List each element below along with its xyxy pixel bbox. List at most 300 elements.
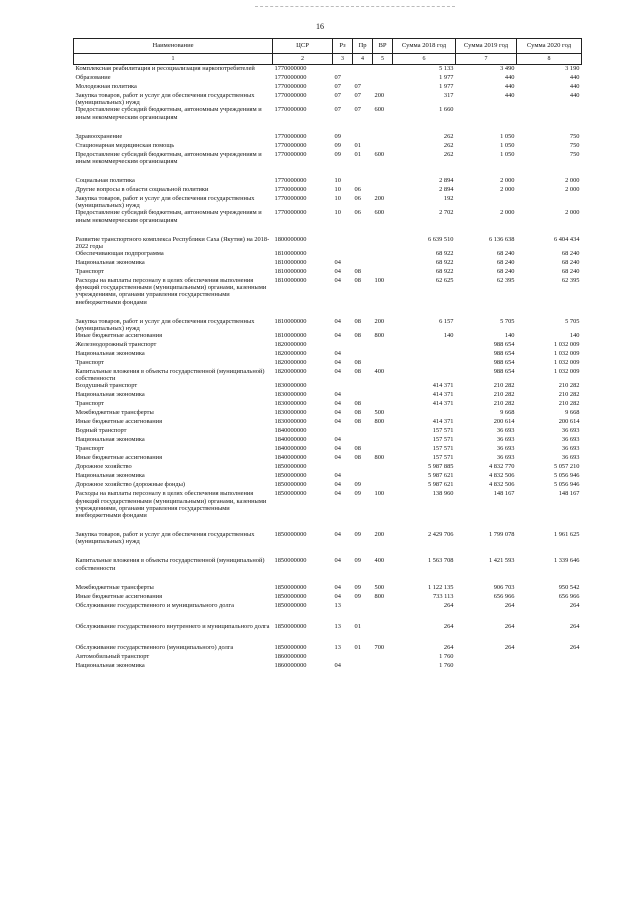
table-row bbox=[74, 531, 582, 545]
row-sum-2018: 5 987 621 bbox=[427, 472, 454, 480]
row-sum-2020: 2 000 bbox=[565, 177, 580, 185]
row-csr: 1850000000 bbox=[274, 557, 307, 565]
row-name: Обслуживание государственного (муниципального) долга bbox=[75, 643, 234, 651]
row-sum-2019: 3 490 bbox=[500, 65, 515, 72]
row-vr: 200 bbox=[374, 195, 385, 203]
row-sum-2018 bbox=[393, 359, 456, 368]
row-name: Капитальные вложения в объекты государственной (муниципальной) собственности bbox=[75, 557, 265, 572]
row-sum-2018: 68 922 bbox=[435, 250, 454, 258]
row-rz: 13 bbox=[334, 622, 341, 630]
row-csr: 1860000000 bbox=[274, 652, 307, 660]
row-rz: 09 bbox=[334, 132, 341, 140]
row-name: Закупка товаров, работ и услуг для обеспечения государственных (муниципальных) нужд bbox=[75, 317, 255, 332]
table-row bbox=[74, 454, 582, 463]
table-row bbox=[74, 593, 582, 602]
row-spacer bbox=[74, 632, 582, 644]
row-pr bbox=[353, 436, 373, 445]
row-vr bbox=[373, 268, 393, 277]
row-csr: 1830000000 bbox=[274, 391, 307, 399]
table-row bbox=[74, 557, 582, 571]
row-spacer bbox=[74, 611, 582, 623]
row-csr: 1850000000 bbox=[274, 601, 307, 609]
row-csr: 1770000000 bbox=[274, 106, 307, 114]
row-sum-2018 bbox=[393, 409, 456, 418]
row-name: Обслуживание государственного и муниципального долга bbox=[75, 601, 234, 609]
row-csr: 1820000000 bbox=[274, 341, 307, 349]
row-sum-2019: 440 bbox=[504, 74, 515, 81]
row-csr: 1820000000 bbox=[274, 368, 307, 376]
row-csr: 1830000000 bbox=[274, 400, 307, 408]
row-vr bbox=[373, 623, 393, 632]
row-pr: 08 bbox=[354, 445, 361, 453]
table-header-row bbox=[74, 39, 582, 54]
row-sum-2020: 1 961 625 bbox=[553, 531, 580, 539]
row-name: Национальная экономика bbox=[75, 391, 145, 399]
row-csr: 1810000000 bbox=[274, 268, 307, 276]
row-csr: 1810000000 bbox=[274, 259, 307, 267]
row-sum-2020: 1 339 646 bbox=[553, 557, 580, 565]
row-sum-2020: 440 bbox=[569, 92, 580, 99]
table-row bbox=[74, 83, 582, 92]
table-row bbox=[74, 209, 582, 223]
row-sum-2020 bbox=[517, 653, 582, 662]
row-pr bbox=[353, 662, 373, 671]
row-csr: 1850000000 bbox=[274, 463, 307, 471]
row-pr: 07 bbox=[354, 106, 361, 114]
column-number: 2 bbox=[273, 54, 333, 65]
row-sum-2018: 5 987 885 bbox=[427, 463, 454, 471]
row-sum-2018: 157 571 bbox=[432, 454, 454, 462]
row-name: Молодежная политика bbox=[75, 83, 137, 90]
row-vr bbox=[373, 236, 393, 250]
row-spacer bbox=[74, 306, 582, 318]
header-pr: Пр bbox=[353, 39, 373, 54]
row-rz bbox=[333, 250, 353, 259]
row-sum-2018: 1 760 bbox=[439, 652, 454, 660]
row-name: Обслуживание государственного внутреннего и муниципального долга bbox=[75, 622, 270, 630]
row-pr bbox=[353, 236, 373, 250]
row-sum-2018: 1 122 135 bbox=[427, 583, 454, 591]
row-sum-2020: 1 032 009 bbox=[553, 350, 580, 358]
row-sum-2019: 9 668 bbox=[500, 409, 515, 417]
row-vr bbox=[373, 341, 393, 350]
row-csr: 1850000000 bbox=[274, 481, 307, 489]
row-vr bbox=[373, 481, 393, 490]
row-csr: 1840000000 bbox=[274, 427, 307, 435]
row-rz: 04 bbox=[334, 436, 341, 444]
row-pr bbox=[353, 259, 373, 268]
row-vr bbox=[373, 391, 393, 400]
row-rz: 04 bbox=[334, 359, 341, 367]
row-csr: 1770000000 bbox=[274, 132, 307, 140]
table-row bbox=[74, 74, 582, 83]
row-sum-2018: 68 922 bbox=[435, 259, 454, 267]
row-name: Капитальные вложения в объекты государственной (муниципальной) собственности bbox=[75, 368, 265, 383]
row-sum-2019: 210 282 bbox=[493, 400, 515, 408]
budget-table bbox=[73, 38, 582, 671]
row-vr bbox=[373, 662, 393, 671]
row-name: Предоставление субсидий бюджетным, автономным учреждениям и иным некоммерческим организациям bbox=[75, 106, 262, 121]
row-vr bbox=[373, 472, 393, 481]
row-vr: 100 bbox=[374, 490, 385, 498]
row-sum-2020: 62 395 bbox=[561, 277, 580, 285]
row-csr: 1850000000 bbox=[274, 592, 307, 600]
table-row bbox=[74, 418, 582, 427]
row-pr: 01 bbox=[354, 150, 361, 158]
row-rz bbox=[333, 382, 353, 391]
row-sum-2020: 36 693 bbox=[561, 436, 580, 444]
row-csr: 1850000000 bbox=[274, 622, 307, 630]
row-csr: 1770000000 bbox=[274, 74, 307, 81]
row-csr: 1830000000 bbox=[274, 418, 307, 426]
row-sum-2018: 2 702 bbox=[439, 209, 454, 217]
row-sum-2020: 3 190 bbox=[565, 65, 580, 72]
row-vr bbox=[373, 463, 393, 472]
row-sum-2018: 1 977 bbox=[439, 74, 454, 81]
row-spacer-cell bbox=[74, 545, 582, 557]
row-csr: 1770000000 bbox=[274, 150, 307, 158]
row-name: Закупка товаров, работ и услуг для обеспечения государственных (муниципальных) нужд bbox=[75, 531, 255, 546]
row-vr: 500 bbox=[374, 583, 385, 591]
table-row bbox=[74, 259, 582, 268]
row-pr: 08 bbox=[354, 359, 361, 367]
row-vr bbox=[373, 436, 393, 445]
row-pr: 09 bbox=[354, 592, 361, 600]
row-sum-2018: 5 987 621 bbox=[427, 481, 454, 489]
table-row bbox=[74, 65, 582, 75]
row-pr bbox=[353, 341, 373, 350]
row-rz bbox=[333, 341, 353, 350]
row-sum-2019: 1 050 bbox=[500, 150, 515, 158]
row-name: Закупка товаров, работ и услуг для обеспечения государственных (муниципальных) нужд bbox=[75, 92, 255, 107]
row-name: Предоставление субсидий бюджетным, автономным учреждениям и иным некоммерческим организациям bbox=[75, 209, 262, 224]
row-sum-2020: 264 bbox=[569, 601, 580, 609]
table-row bbox=[74, 250, 582, 259]
table-row bbox=[74, 277, 582, 306]
row-pr: 09 bbox=[354, 583, 361, 591]
row-rz: 04 bbox=[334, 409, 341, 417]
row-sum-2020: 2 000 bbox=[565, 186, 580, 194]
row-spacer-cell bbox=[74, 519, 582, 531]
row-name: Обеспечивающая подпрограмма bbox=[75, 250, 164, 258]
row-csr: 1840000000 bbox=[274, 454, 307, 462]
row-vr bbox=[373, 427, 393, 436]
table-row bbox=[74, 400, 582, 409]
row-sum-2020: 140 bbox=[569, 332, 580, 340]
row-vr: 200 bbox=[374, 531, 385, 539]
table-row bbox=[74, 602, 582, 611]
row-vr bbox=[373, 74, 393, 83]
row-sum-2020 bbox=[517, 106, 582, 120]
row-rz: 10 bbox=[334, 195, 341, 203]
row-csr: 1770000000 bbox=[274, 186, 307, 194]
row-sum-2019: 68 240 bbox=[496, 268, 515, 276]
table-row bbox=[74, 436, 582, 445]
row-rz: 04 bbox=[334, 418, 341, 426]
row-name: Водный транспорт bbox=[75, 427, 127, 435]
row-name: Автомобильный транспорт bbox=[75, 652, 150, 660]
row-csr: 1860000000 bbox=[274, 661, 307, 669]
row-sum-2018: 6 639 510 bbox=[427, 235, 454, 243]
row-csr: 1830000000 bbox=[274, 409, 307, 417]
row-rz: 04 bbox=[334, 481, 341, 489]
row-sum-2018: 6 157 bbox=[439, 317, 454, 325]
row-sum-2018: 262 bbox=[443, 132, 454, 140]
row-spacer-cell bbox=[74, 632, 582, 644]
row-rz: 10 bbox=[334, 177, 341, 185]
header-csr: ЦСР bbox=[273, 39, 333, 54]
row-name: Иные бюджетные ассигнования bbox=[75, 454, 163, 462]
row-sum-2020: 750 bbox=[569, 132, 580, 140]
row-vr bbox=[373, 350, 393, 359]
row-csr: 1810000000 bbox=[274, 277, 307, 285]
row-sum-2018: 264 bbox=[443, 622, 454, 630]
row-sum-2020: 6 404 434 bbox=[553, 235, 580, 243]
row-vr bbox=[373, 359, 393, 368]
row-vr bbox=[373, 653, 393, 662]
table-row bbox=[74, 368, 582, 382]
table-row bbox=[74, 481, 582, 490]
column-number: 1 bbox=[74, 54, 273, 65]
row-sum-2020: 1 032 009 bbox=[553, 341, 580, 349]
row-spacer bbox=[74, 572, 582, 584]
row-sum-2018: 414 371 bbox=[432, 391, 454, 399]
table-row bbox=[74, 268, 582, 277]
row-sum-2019: 36 693 bbox=[496, 445, 515, 453]
table-row bbox=[74, 341, 582, 350]
row-rz: 04 bbox=[334, 557, 341, 565]
row-spacer bbox=[74, 545, 582, 557]
row-vr: 500 bbox=[374, 409, 385, 417]
row-sum-2020: 5 056 946 bbox=[553, 472, 580, 480]
row-sum-2019 bbox=[456, 662, 517, 671]
column-number: 5 bbox=[373, 54, 393, 65]
row-vr: 600 bbox=[374, 209, 385, 217]
row-pr: 07 bbox=[354, 83, 361, 90]
row-rz: 13 bbox=[334, 643, 341, 651]
table-row bbox=[74, 662, 582, 671]
row-vr: 100 bbox=[374, 277, 385, 285]
row-sum-2018: 2 894 bbox=[439, 177, 454, 185]
table-row bbox=[74, 623, 582, 632]
row-vr: 600 bbox=[374, 150, 385, 158]
row-sum-2020: 750 bbox=[569, 141, 580, 149]
row-name: Иные бюджетные ассигнования bbox=[75, 418, 163, 426]
row-pr: 06 bbox=[354, 209, 361, 217]
row-sum-2019: 988 654 bbox=[493, 350, 515, 358]
row-sum-2018: 157 571 bbox=[432, 445, 454, 453]
row-sum-2018: 264 bbox=[443, 643, 454, 651]
row-name: Межбюджетные трансферты bbox=[75, 583, 154, 591]
row-rz: 04 bbox=[334, 368, 341, 376]
row-sum-2020: 68 240 bbox=[561, 268, 580, 276]
row-vr: 400 bbox=[374, 368, 385, 376]
row-sum-2018: 733 113 bbox=[432, 592, 454, 600]
row-sum-2018: 262 bbox=[443, 141, 454, 149]
row-pr: 01 bbox=[354, 643, 361, 651]
row-rz: 04 bbox=[334, 400, 341, 408]
row-name: Национальная экономика bbox=[75, 436, 145, 444]
row-sum-2018: 68 922 bbox=[435, 268, 454, 276]
row-csr: 1820000000 bbox=[274, 350, 307, 358]
row-name: Предоставление субсидий бюджетным, автономным учреждениям и иным некоммерческим организациям bbox=[75, 150, 262, 165]
row-sum-2018: 157 571 bbox=[432, 436, 454, 444]
table-row bbox=[74, 490, 582, 519]
row-csr: 1800000000 bbox=[274, 235, 307, 243]
row-sum-2018: 192 bbox=[443, 195, 454, 203]
row-pr bbox=[353, 653, 373, 662]
row-sum-2019: 68 240 bbox=[496, 250, 515, 258]
row-sum-2018 bbox=[393, 341, 456, 350]
row-pr bbox=[353, 463, 373, 472]
row-sum-2019: 264 bbox=[504, 622, 515, 630]
row-rz bbox=[333, 65, 353, 75]
table-row bbox=[74, 133, 582, 142]
row-name: Воздушный транспорт bbox=[75, 382, 138, 390]
row-sum-2018 bbox=[393, 350, 456, 359]
table-row bbox=[74, 151, 582, 165]
row-csr: 1770000000 bbox=[274, 92, 307, 99]
row-name: Межбюджетные трансферты bbox=[75, 409, 154, 417]
header-sum-2019: Сумма 2019 год bbox=[456, 39, 517, 54]
row-rz: 04 bbox=[334, 490, 341, 498]
row-name: Национальная экономика bbox=[75, 661, 145, 669]
row-sum-2019: 140 bbox=[504, 332, 515, 340]
row-rz: 09 bbox=[334, 141, 341, 149]
row-sum-2019: 1 050 bbox=[500, 132, 515, 140]
row-sum-2020: 950 542 bbox=[558, 583, 580, 591]
row-sum-2018: 2 429 706 bbox=[427, 531, 454, 539]
row-sum-2019: 4 832 770 bbox=[488, 463, 515, 471]
row-sum-2018: 414 371 bbox=[432, 400, 454, 408]
row-rz bbox=[333, 463, 353, 472]
row-sum-2019: 36 693 bbox=[496, 436, 515, 444]
row-sum-2019: 906 703 bbox=[493, 583, 515, 591]
row-spacer-cell bbox=[74, 572, 582, 584]
row-name: Иные бюджетные ассигнования bbox=[75, 332, 163, 340]
column-number: 7 bbox=[456, 54, 517, 65]
row-sum-2020: 148 167 bbox=[558, 490, 580, 498]
row-pr bbox=[353, 472, 373, 481]
row-sum-2020: 68 240 bbox=[561, 250, 580, 258]
row-spacer-cell bbox=[74, 121, 582, 133]
row-name: Транспорт bbox=[75, 359, 104, 367]
row-pr: 08 bbox=[354, 277, 361, 285]
row-pr: 07 bbox=[354, 92, 361, 99]
row-name: Образование bbox=[75, 74, 111, 81]
row-pr: 08 bbox=[354, 400, 361, 408]
row-csr: 1840000000 bbox=[274, 436, 307, 444]
row-pr bbox=[353, 391, 373, 400]
row-rz: 04 bbox=[334, 454, 341, 462]
row-csr: 1770000000 bbox=[274, 141, 307, 149]
row-sum-2019: 210 282 bbox=[493, 391, 515, 399]
row-sum-2018: 1 660 bbox=[439, 106, 454, 114]
row-rz: 07 bbox=[334, 106, 341, 114]
row-rz: 04 bbox=[334, 277, 341, 285]
row-sum-2020: 1 032 009 bbox=[553, 368, 580, 376]
row-csr: 1850000000 bbox=[274, 583, 307, 591]
row-pr: 06 bbox=[354, 186, 361, 194]
row-pr: 09 bbox=[354, 557, 361, 565]
table-row bbox=[74, 427, 582, 436]
row-rz: 07 bbox=[334, 74, 341, 81]
header-rz: Рз bbox=[333, 39, 353, 54]
row-sum-2020: 264 bbox=[569, 643, 580, 651]
row-sum-2020: 2 000 bbox=[565, 209, 580, 217]
row-sum-2018: 1 977 bbox=[439, 83, 454, 90]
row-sum-2019: 4 832 506 bbox=[488, 472, 515, 480]
row-sum-2020: 36 693 bbox=[561, 445, 580, 453]
row-vr bbox=[373, 83, 393, 92]
row-vr bbox=[373, 400, 393, 409]
row-vr: 800 bbox=[374, 332, 385, 340]
row-csr: 1770000000 bbox=[274, 177, 307, 185]
row-sum-2020: 210 282 bbox=[558, 400, 580, 408]
header-name: Наименование bbox=[74, 39, 273, 54]
row-vr: 400 bbox=[374, 557, 385, 565]
row-sum-2018: 62 625 bbox=[435, 277, 454, 285]
row-name: Здравоохранение bbox=[75, 132, 123, 140]
row-pr bbox=[353, 74, 373, 83]
table-row bbox=[74, 445, 582, 454]
row-sum-2019: 210 282 bbox=[493, 382, 515, 390]
row-csr: 1810000000 bbox=[274, 250, 307, 258]
row-sum-2020: 440 bbox=[569, 74, 580, 81]
row-sum-2019 bbox=[456, 195, 517, 209]
row-rz: 07 bbox=[334, 83, 341, 90]
row-pr bbox=[353, 602, 373, 611]
row-vr: 800 bbox=[374, 454, 385, 462]
row-name: Транспорт bbox=[75, 445, 104, 453]
row-sum-2019: 6 136 638 bbox=[488, 235, 515, 243]
row-sum-2019: 2 000 bbox=[500, 209, 515, 217]
row-sum-2019: 264 bbox=[504, 643, 515, 651]
row-rz: 04 bbox=[334, 317, 341, 325]
row-name: Национальная экономика bbox=[75, 259, 145, 267]
row-sum-2020: 750 bbox=[569, 150, 580, 158]
row-sum-2019: 36 693 bbox=[496, 427, 515, 435]
row-rz: 04 bbox=[334, 259, 341, 267]
table-row bbox=[74, 350, 582, 359]
row-sum-2018: 2 894 bbox=[439, 186, 454, 194]
row-csr: 1810000000 bbox=[274, 332, 307, 340]
row-sum-2020: 656 966 bbox=[558, 592, 580, 600]
row-sum-2019: 62 395 bbox=[496, 277, 515, 285]
row-sum-2020: 9 668 bbox=[565, 409, 580, 417]
table-row bbox=[74, 318, 582, 332]
table-row bbox=[74, 236, 582, 250]
row-rz bbox=[333, 427, 353, 436]
row-rz: 04 bbox=[334, 391, 341, 399]
row-csr: 1830000000 bbox=[274, 382, 307, 390]
row-sum-2020 bbox=[517, 195, 582, 209]
row-name: Социальная политика bbox=[75, 177, 135, 185]
table-row bbox=[74, 177, 582, 186]
row-csr: 1850000000 bbox=[274, 643, 307, 651]
header-sum-2020: Сумма 2020 год bbox=[517, 39, 582, 54]
row-pr bbox=[353, 65, 373, 75]
row-name: Комплексная реабилитация и ресоциализация наркопотребителей bbox=[75, 65, 255, 72]
row-rz: 09 bbox=[334, 150, 341, 158]
table-row bbox=[74, 195, 582, 209]
row-spacer-cell bbox=[74, 224, 582, 236]
row-spacer bbox=[74, 121, 582, 133]
row-pr: 08 bbox=[354, 332, 361, 340]
row-csr: 1770000000 bbox=[274, 209, 307, 217]
row-sum-2020: 200 614 bbox=[558, 418, 580, 426]
row-name: Дорожное хозяйство bbox=[75, 463, 132, 471]
